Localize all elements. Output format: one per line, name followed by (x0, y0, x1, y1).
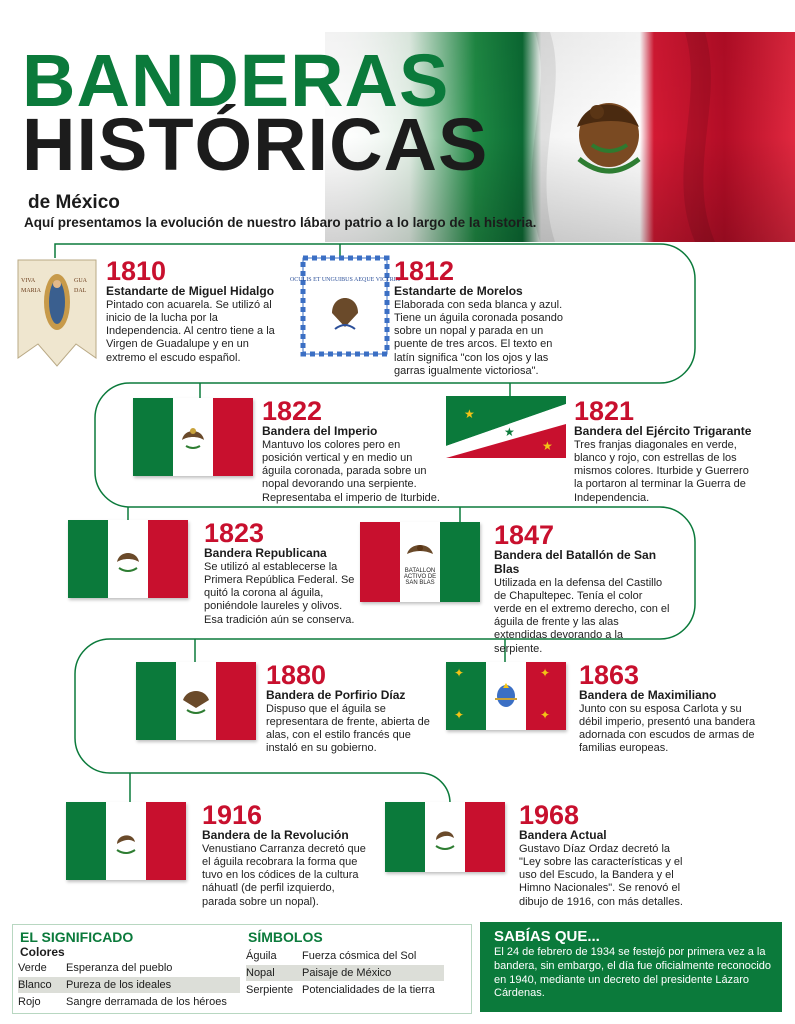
meaning-value: Esperanza del pueblo (66, 962, 173, 974)
entry-description: Tres franjas diagonales en verde, blanco y rojo, con estrellas de los mismos colores. Iturbide y Guerrero la portaron al terminar la Guerra de Independencia. (574, 438, 749, 504)
entry-year: 1812 (394, 256, 455, 286)
meaning-value: Pureza de los ideales (66, 979, 172, 991)
entry-description: Junto con su esposa Carlota y su débil imperio, presentó una bandera adornada con escudos de armas de familias europeas. (579, 702, 756, 755)
entry-title: Bandera Republicana (204, 546, 327, 560)
flag-1823-republicana (68, 520, 188, 598)
symbol-key: Nopal (246, 967, 275, 979)
entry-title: Estandarte de Miguel Hidalgo (106, 284, 275, 298)
flag-1863-maximiliano (446, 662, 566, 730)
entry-1863 (579, 662, 759, 756)
flag-1812-morelos (289, 257, 401, 355)
eagle-icon (113, 544, 143, 574)
symbol-value: Fuerza cósmica del Sol (302, 950, 417, 962)
svg-text:GUA: GUA (74, 278, 87, 284)
intro-text: Aquí presentamos la evolución de nuestro lábaro patrio a lo largo de la historia. (24, 215, 537, 230)
entry-1880 (266, 662, 434, 756)
flag-1847-text-line3: SAN BLAS (405, 580, 435, 586)
meaning-title: EL SIGNIFICADO (20, 929, 134, 945)
page-subtitle: de México (28, 192, 120, 213)
eagle-icon (405, 538, 435, 568)
eagle-icon (181, 686, 211, 716)
meaning-key: Blanco (18, 979, 52, 991)
page-title-line2: HISTÓRICAS (22, 103, 489, 186)
svg-text:MARIA: MARIA (21, 288, 42, 294)
did-you-know-title: SABÍAS QUE... (494, 928, 600, 945)
symbol-value: Paisaje de México (302, 967, 392, 979)
meaning-key: Verde (18, 962, 47, 974)
svg-text:VIVA: VIVA (21, 278, 36, 284)
entry-description: Se utilizó al establecerse la Primera República Federal. Se quitó la corona al águila, poniéndole laureles y olivos. Esa tradición aún se conserva. (204, 560, 355, 626)
entry-1812 (394, 258, 569, 378)
entry-description: Elaborada con seda blanca y azul. Tiene un águila coronada posando sobre un nopal y parada en un puente de tres arcos. El texto en latín significa "con los ojos y las garras igualmente victoriosa". (394, 298, 564, 377)
symbol-row (246, 948, 444, 964)
entry-title: Bandera del Imperio (262, 424, 378, 438)
eagle-icon: ✦ (540, 666, 551, 680)
entry-title: Bandera Actual (519, 828, 607, 842)
page-title-line1: BANDERAS (22, 39, 450, 122)
meaning-row (18, 960, 240, 976)
entry-title: Bandera de Porfirio Díaz (266, 688, 406, 702)
entry-1916 (202, 802, 370, 909)
entry-title: Bandera de la Revolución (202, 828, 349, 842)
entry-description: Gustavo Díaz Ordaz decretó la "Ley sobre las características y el uso del Escudo, la Bandera y el Himno Nacionales". Se renovó el dibujo de 1916, con más detalles. (519, 842, 683, 908)
eagle-icon: ✦ (454, 708, 465, 722)
entry-description: Venustiano Carranza decretó que el águila recobrara la forma que tuvo en los códices de la cultura náhuatl (de perfil izquierdo, parada sobre un nopal). (202, 842, 366, 908)
eagle-icon: ✦ (454, 666, 465, 680)
eagle-icon (111, 826, 141, 856)
entry-description: Dispuso que el águila se representara de frente, abierta de alas, con el estilo francés que instaló en su gobierno. (266, 702, 430, 755)
coat-of-arms-icon (491, 681, 521, 711)
entry-1821 (574, 398, 756, 505)
did-you-know-text: El 24 de febrero de 1934 se festejó por primera vez a la bandera, sin embargo, el día fue oficialmente reconocido en 1940, mediante un decreto del presidente Lázaro Cárdenas. (494, 946, 772, 1000)
entry-title: Bandera del Ejército Trigarante (574, 424, 752, 438)
entry-description: Pintado con acuarela. Se utilizó al inicio de la lucha por la Independencia. Al centro tiene a la Virgen de Guadalupe y en un extremo el escudo español. (106, 298, 275, 364)
flag-1822-imperio (133, 398, 253, 476)
entry-year: 1847 (494, 520, 555, 550)
eagle-icon (178, 422, 208, 452)
entry-year: 1968 (519, 800, 580, 830)
symbol-value: Potencialidades de la tierra (302, 984, 435, 996)
entry-description: Utilizada en la defensa del Castillo de Chapultepec. Tenía el color verde en el extremo derecho, con el águila de frente y las alas extendidas devorando a la serpiente. (494, 576, 670, 655)
flag-1847-san-blas (360, 522, 480, 602)
svg-text:DAL: DAL (74, 288, 87, 294)
symbol-key: Serpiente (246, 984, 294, 996)
entry-1823 (204, 520, 364, 627)
meaning-row (18, 977, 240, 993)
entry-year: 1810 (106, 256, 167, 286)
entry-year: 1823 (204, 518, 265, 548)
meaning-value: Sangre derramada de los héroes (66, 996, 227, 1008)
symbol-row (246, 965, 444, 981)
entry-title: Estandarte de Morelos (394, 284, 523, 298)
entry-year: 1880 (266, 660, 327, 690)
flag-1880-porfirio (136, 662, 256, 740)
flag-1821-trigarante (446, 396, 566, 458)
entry-title: Bandera de Maximiliano (579, 688, 717, 702)
entry-title: Bandera del Batallón de San Blas (494, 548, 657, 576)
symbols-title: SÍMBOLOS (248, 929, 323, 945)
entry-1968 (519, 802, 687, 909)
flag-1847-text-line2: ACTIVO DE (403, 574, 437, 580)
eagle-icon: ✦ (540, 708, 551, 722)
entry-year: 1822 (262, 396, 323, 426)
symbol-row (246, 982, 444, 998)
entry-year: 1863 (579, 660, 640, 690)
entry-1822 (262, 398, 442, 505)
colors-label: Colores (20, 945, 65, 959)
meaning-key: Rojo (18, 996, 41, 1008)
entry-1847 (494, 522, 672, 656)
flag-1968-actual (385, 802, 505, 872)
flag-1847-text-line1: BATALLON (404, 568, 436, 574)
eagle-icon (430, 822, 460, 852)
svg-text:★: ★ (504, 425, 515, 439)
entry-1810 (106, 258, 281, 365)
entry-year: 1916 (202, 800, 263, 830)
entry-year: 1821 (574, 396, 635, 426)
flag-1916-revolucion (66, 802, 186, 880)
symbol-key: Águila (246, 950, 277, 962)
flag-1810-banner (16, 258, 98, 368)
entry-description: Mantuvo los colores pero en posición vertical y en medio un águila coronada, parada sobre un nopal devorando una serpiente. Representaba el imperio de Iturbide. (262, 438, 440, 504)
svg-text:★: ★ (464, 407, 475, 421)
meaning-row (18, 994, 240, 1010)
flag-1812-motto: OCULIS ET UNGUIBUS AEQUE VICTRIX (289, 277, 401, 283)
svg-text:★: ★ (542, 439, 553, 453)
